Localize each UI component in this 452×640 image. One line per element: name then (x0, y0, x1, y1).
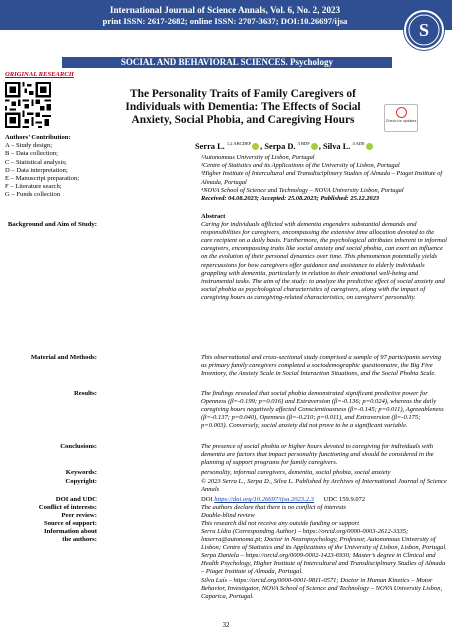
issn-line: print ISSN: 2617-2682; online ISSN: 2707-3637; DOI:10.26697/ijsa (102, 16, 348, 26)
support-label: Source of support: (43, 520, 97, 527)
contribution-item: E – Manuscript preparation; (5, 175, 80, 183)
keywords-label: Keywords: (65, 469, 97, 476)
author-name: Serra L. (195, 141, 225, 151)
journal-banner (0, 0, 452, 30)
contribution-item: A – Study design; (5, 142, 53, 150)
affiliation-item: ³Higher Institute of Intercultural and Transdisciplinary Studies of Almada – Piaget Institute of Almada, Portugal (201, 170, 443, 186)
support-text: This research did not receive any outside funding or support (201, 520, 360, 527)
contribution-item: B – Data collection; (5, 150, 58, 158)
keywords-text: personality, informal caregivers, dementia, social phobia, social anxiety (201, 469, 391, 476)
authors-info (201, 528, 447, 601)
orcid-icon[interactable] (366, 143, 373, 150)
udc-code: UDC 159.9.072 (323, 496, 366, 503)
contribution-item: F – Literature search; (5, 183, 62, 191)
affiliation-item: ¹Autonomous University of Lisbon, Portugal (201, 154, 315, 161)
contribution-heading: Authors’ Contribution: (5, 134, 71, 141)
article-title: The Personality Traits of Family Caregivers of Individuals with Dementia: The Effects of Social Anxiety, Social Phobia, and Caregiving Hours (125, 88, 361, 127)
doi-link[interactable]: https://doi.org/10.26697/ijsa.2023.2.3 (214, 496, 314, 503)
section-label: SOCIAL AND BEHAVIORAL SCIENCES. Psychology (62, 57, 392, 68)
contribution-item: D – Data interpretation; (5, 166, 68, 174)
conflict-label: Conflict of interests: (38, 504, 97, 511)
results-label: Results: (73, 390, 97, 397)
author-name: Serpa D. (264, 141, 296, 151)
affiliation-item: ²Centre of Statistics and its Applications of the University of Lisbon, Portugal (201, 162, 400, 170)
author-info-item: Silva Luís – https://orcid.org/0000-0001-9811-0571; Doctor in Human Kinetics – Motor Behavior, Investigator, NOVA School of Science and Technology – NOVA University Lisbon, Caparica, Portugal. (201, 576, 443, 600)
doi-line (201, 496, 447, 504)
authors-info-label-line: the authors: (62, 536, 97, 544)
results-text: The findings revealed that social phobia demonstrated significant predictive power for Openness (β=-0.199; p=0.016) and Extraversion (β=-0.136; p=0.024), whereas the daily caregiving hours negatively affected Conscientiousness (β=-0.145; p=0.011), Agreeableness (β=-0.137; p=0.040), Openness (β=-0.210; p=0.011), and Extraversion (β=-0.175; p=0.003). Conversely, social anxiety did not prove to be a significant variable. (201, 390, 444, 430)
conclusions-text: The presence of social phobia or higher hours devoted to caregiving for individuals with dementia are factors that impact personality functioning and should be considered in the planning of support programs for family caregivers. (201, 443, 434, 467)
contribution-item: C – Statistical analysis; (5, 158, 67, 166)
doi-prefix: DOI (201, 496, 213, 503)
received-dates: Received: 04.08.2023; Accepted: 25.08.2023; Published: 25.12.2023 (201, 195, 380, 203)
journal-line: International Journal of Science Annals, Vol. 6, No. 2, 2023 (109, 5, 341, 15)
crossmark-icon (396, 107, 407, 118)
conflict-text: The authors declare that there is no conflict of interests (201, 504, 346, 511)
journal-logo-icon (404, 10, 444, 50)
affiliation-item: ⁴NOVA School of Science and Technology – NOVA University Lisbon, Portugal (201, 186, 404, 194)
affiliations (201, 154, 451, 203)
author-contribution-codes: 4 ADE (352, 141, 365, 146)
page-number: 32 (222, 621, 230, 629)
methods-text: This observational and cross-sectional study comprised a sample of 97 participants serving as primary family caregivers completed a sociodemographic questionnaire, the Big Five Inventory, the Anxiety Scale in Social Interaction Situations, and the Social Phobia Scale. (201, 354, 441, 378)
qr-code-icon (5, 82, 51, 128)
orcid-icon[interactable] (311, 143, 318, 150)
conclusions-label: Conclusions: (60, 443, 97, 450)
copyright-label: Copyright: (65, 478, 97, 485)
author-list: Serra L. $^{1,2 ABCDEF}$ , Serpa D. $^{3 BDF}$ , Silva L. $^{4 ADE}$ (195, 141, 374, 151)
authors-contribution (5, 134, 145, 200)
svg-text:S: S (418, 20, 430, 40)
abstract-heading: Abstract (201, 213, 226, 220)
author-info-item: Serpa Daniela – https://orcid.org/0009-0002-1423-6930; Master’s degree in Clinical and Health Psychology, Higher Institute of Intercultural and Transdisciplinary Studies of Almada – Piaget Institute of Almada, Portugal. (201, 552, 446, 576)
check-badge-label: Check for updates (385, 119, 417, 123)
check-for-updates-badge[interactable] (384, 104, 418, 132)
author-info-item: Serra Lídia (Corresponding Author) – https://orcid.org/0000-0003-2612-3335; lmserra@autonoma.pt; Doctor in Neuropsychology, Professor, Autonomous University of Lisbon; Centre of Statistics and its Applications of the University of Lisbon, Lisbon, Portugal. (201, 528, 447, 552)
author-name: Silva L. (322, 141, 351, 151)
background-text: Caring for individuals afflicted with dementia engenders substantial demands and responsibilities for caregivers, encompassing the extensive time allocation devoted to the care recipient on a daily basis. Furthermore, the psychological attributes inherent in informal caregivers, encompassing traits like social anxiety and social phobia, can exert an influence on the evolution of their personal dynamics over time. This phenomenon potentially yields repercussions for how caregivers offer guidance and assistance to elderly individuals grappling with dementia, particularly in relation to their emotional well-being and instrumental tasks. The aim of the study: to analyze the predictive effect of social anxiety and social phobia as psychological characteristics of caregivers, along with the impact of caregiving hours as caregiving-related characteristics, on caregivers' personality. (201, 221, 447, 301)
author-contribution-codes: 3 BDF (297, 141, 310, 146)
authors-info-label (5, 528, 97, 544)
abstract-background (201, 213, 447, 302)
peer-review-text: Double-blind review (201, 512, 255, 519)
background-label: Background and Aim of Study: (7, 221, 97, 228)
authors-info-label-line: Information about (44, 528, 97, 535)
methods-label: Material and Methods: (30, 354, 97, 361)
doi-label: DOI and UDC (55, 496, 97, 503)
peer-review-label: Peer review: (61, 512, 97, 519)
copyright-text: © 2023 Serra L., Serpa D., Silva L. Published by Archives of International Journal of Science Annals (201, 478, 447, 494)
orcid-icon[interactable] (252, 143, 259, 150)
contribution-item: G – Funds collection (5, 191, 61, 199)
author-contribution-codes: 1,2 ABCDEF (226, 141, 252, 146)
original-research-tag: ORIGINAL RESEARCH (5, 71, 74, 78)
